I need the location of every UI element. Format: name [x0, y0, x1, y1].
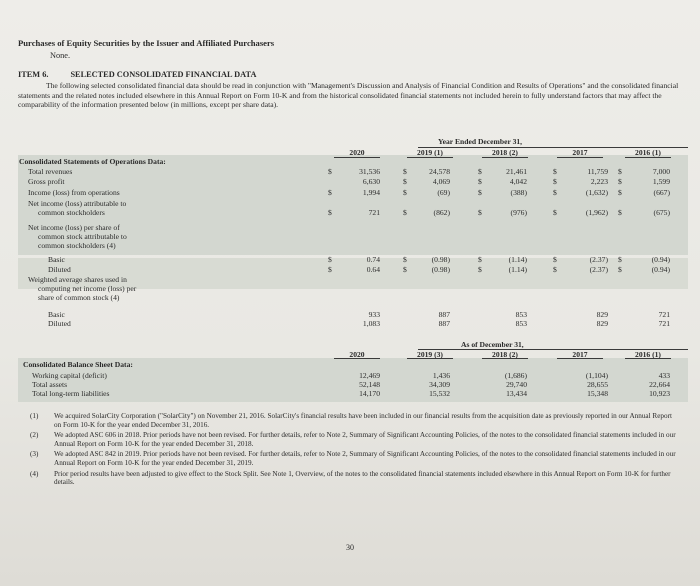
- dollar-sign: $: [403, 188, 407, 197]
- footnote-number: (1): [30, 412, 39, 420]
- rule-line: [407, 157, 453, 158]
- table-cell: 14,170: [359, 389, 380, 398]
- table-cell: 22,664: [649, 380, 670, 389]
- dollar-sign: $: [478, 177, 482, 186]
- rule-line: [557, 157, 603, 158]
- row-label: common stock attributable to: [38, 232, 127, 241]
- table-cell: 29,740: [506, 380, 527, 389]
- dollar-sign: $: [328, 265, 332, 274]
- dollar-sign: $: [618, 188, 622, 197]
- table-cell: (2.37): [589, 255, 608, 264]
- table-cell: 0.74: [366, 255, 380, 264]
- row-label: computing net income (loss) per: [38, 284, 137, 293]
- row-label: Weighted average shares used in: [28, 275, 127, 284]
- dollar-sign: $: [553, 208, 557, 217]
- dollar-sign: $: [328, 255, 332, 264]
- table-cell: 52,148: [359, 380, 380, 389]
- row-label: common stockholders: [38, 208, 105, 217]
- table-cell: 4,069: [432, 177, 450, 186]
- year-header: 2018 (2): [492, 148, 518, 157]
- table-cell: 721: [368, 208, 380, 217]
- table-cell: 24,578: [429, 167, 450, 176]
- table-cell: 12,469: [359, 371, 380, 380]
- item-heading: [18, 70, 256, 79]
- rule-line: [482, 157, 528, 158]
- table-cell: 853: [515, 310, 527, 319]
- table-cell: 1,599: [652, 177, 670, 186]
- dollar-sign: $: [328, 188, 332, 197]
- row-label: Income (loss) from operations: [28, 188, 120, 197]
- table-cell: 1,083: [362, 319, 380, 328]
- table-cell: 829: [596, 319, 608, 328]
- dollar-sign: $: [328, 167, 332, 176]
- row-label: Total revenues: [28, 167, 73, 176]
- footnotes: [30, 412, 680, 489]
- dollar-sign: $: [618, 167, 622, 176]
- none-text: None.: [50, 51, 71, 60]
- item-title: SELECTED CONSOLIDATED FINANCIAL DATA: [70, 70, 257, 79]
- row-label: Basic: [48, 310, 65, 319]
- table-cell: 6,630: [362, 177, 380, 186]
- table-cell: 10,923: [649, 389, 670, 398]
- table-cell: (675): [653, 208, 670, 217]
- table-cell: (1,686): [504, 371, 527, 380]
- balance-sheet-table: [18, 342, 688, 402]
- year-header: 2016 (1): [635, 350, 661, 359]
- operations-table: [18, 137, 688, 360]
- dollar-sign: $: [403, 208, 407, 217]
- dollar-sign: $: [618, 177, 622, 186]
- table-cell: (69): [437, 188, 450, 197]
- row-label: common stockholders (4): [38, 241, 116, 250]
- table-cell: 31,536: [359, 167, 380, 176]
- footnote: [30, 470, 680, 487]
- dollar-sign: $: [403, 177, 407, 186]
- table-cell: 887: [438, 319, 450, 328]
- dollar-sign: $: [553, 177, 557, 186]
- table-cell: 433: [658, 371, 670, 380]
- footnote-number: (2): [30, 431, 39, 440]
- table-cell: 933: [368, 310, 380, 319]
- dollar-sign: $: [618, 265, 622, 274]
- row-label: Total long-term liabilities: [32, 389, 110, 398]
- table-cell: (862): [433, 208, 450, 217]
- table-cell: 34,309: [429, 380, 450, 389]
- footnote-text: We adopted ASC 606 in 2018. Prior periods have not been revised. For further details, refer to Note 2, Summary of Significant Accounting Policies, of the notes to the consolidated financial statements included in our Annual Report on Form 10-K for the year ended December 31, 2018.: [54, 431, 676, 448]
- table-cell: 1,994: [362, 188, 380, 197]
- dollar-sign: $: [553, 255, 557, 264]
- row-label: share of common stock (4): [38, 293, 120, 302]
- rule-line: [482, 358, 528, 359]
- table-cell: 2,223: [590, 177, 608, 186]
- table-cell: 721: [658, 319, 670, 328]
- table-cell: (0.98): [431, 255, 450, 264]
- year-header: 2017: [572, 148, 588, 157]
- footnote: [30, 450, 680, 467]
- rule-line: [407, 358, 453, 359]
- table-cell: 15,348: [587, 389, 608, 398]
- row-label: Working capital (deficit): [32, 371, 107, 380]
- dollar-sign: $: [618, 255, 622, 264]
- row-label: Diluted: [48, 265, 71, 274]
- table-cell: 4,042: [509, 177, 527, 186]
- row-label: Diluted: [48, 319, 71, 328]
- year-header: 2020: [349, 350, 365, 359]
- footnote-text: Prior period results have been adjusted to give effect to the Stock Split. See Note 1, Overview, of the notes to the consolidated financial statements included elsewhere in this Annual Report on Form 10-K for further details.: [54, 469, 671, 487]
- footnote: [30, 431, 680, 448]
- table-cell: (0.98): [431, 265, 450, 274]
- table-cell: 721: [658, 310, 670, 319]
- row-label: Net income (loss) attributable to: [28, 199, 127, 208]
- section-heading: Purchases of Equity Securities by the Issuer and Affiliated Purchasers: [18, 38, 275, 48]
- footnote: [30, 412, 680, 429]
- table-cell: (388): [510, 188, 527, 197]
- table-cell: 887: [438, 310, 450, 319]
- year-header: 2019 (3): [417, 350, 443, 359]
- table-cell: (1.14): [508, 265, 527, 274]
- dollar-sign: $: [328, 208, 332, 217]
- table-cell: 7,000: [652, 167, 670, 176]
- table-cell: 1,436: [432, 371, 450, 380]
- table-cell: 28,655: [587, 380, 608, 389]
- table-cell: 0.64: [366, 265, 380, 274]
- row-label: Total assets: [32, 380, 68, 389]
- table-cell: 11,759: [587, 167, 608, 176]
- footnote-text: We acquired SolarCity Corporation ("SolarCity") on November 21, 2016. SolarCity's financial results have been included in our financial results from the acquisition date as previously reported in our Annual Report on Form 10-K for the year ended December 31, 2016.: [54, 412, 672, 429]
- footnote-number: (3): [30, 450, 39, 459]
- row-label: Basic: [48, 255, 65, 264]
- rule-line: [625, 358, 671, 359]
- year-group-header: Year Ended December 31,: [438, 137, 523, 146]
- table-cell: (1,962): [585, 208, 608, 217]
- footnote-number: (4): [30, 469, 39, 478]
- rule-line: [334, 358, 380, 359]
- rule-line: [557, 358, 603, 359]
- table-cell: (2.37): [589, 265, 608, 274]
- dollar-sign: $: [618, 208, 622, 217]
- date-group-header: As of December 31,: [461, 340, 524, 349]
- section-title: Consolidated Statements of Operations Data:: [19, 157, 166, 166]
- dollar-sign: $: [553, 188, 557, 197]
- year-header: 2019 (1): [417, 148, 443, 157]
- table-cell: (1,104): [585, 371, 608, 380]
- table-cell: (1.14): [508, 255, 527, 264]
- table-cell: 15,532: [429, 389, 450, 398]
- table-cell: 853: [515, 319, 527, 328]
- footnote-text: We adopted ASC 842 in 2019. Prior periods have not been revised. For further details, refer to Note 2, Summary of Significant Accounting Policies, of the notes to the consolidated financial statements included in our Annual Report on Form 10-K for the year ended December 31, 2019.: [54, 450, 676, 467]
- table-cell: (0.94): [651, 265, 670, 274]
- table-cell: (1,632): [585, 188, 608, 197]
- dollar-sign: $: [553, 265, 557, 274]
- section-title: Consolidated Balance Sheet Data:: [23, 360, 133, 369]
- dollar-sign: $: [403, 265, 407, 274]
- rule-line: [625, 157, 671, 158]
- table-cell: 829: [596, 310, 608, 319]
- dollar-sign: $: [403, 255, 407, 264]
- dollar-sign: $: [403, 167, 407, 176]
- dollar-sign: $: [478, 188, 482, 197]
- year-header: 2020: [349, 148, 365, 157]
- table-cell: (976): [510, 208, 527, 217]
- dollar-sign: $: [553, 167, 557, 176]
- table-cell: 13,434: [506, 389, 527, 398]
- dollar-sign: $: [478, 167, 482, 176]
- intro-paragraph: The following selected consolidated financial data should be read in conjunction with "Management's Discussion and Analysis of Financial Condition and Results of Operations" and the consolidated financial statements and the related notes included elsewhere in this Annual Report on Form 10-K and from the historical consolidated financial statements not included herein to fully understand factors that may affect the comparability of the information presented below (in millions, except per share data).: [18, 81, 679, 110]
- rule-line: [334, 157, 380, 158]
- year-header: 2016 (1): [635, 148, 661, 157]
- dollar-sign: $: [478, 208, 482, 217]
- year-header: 2017: [572, 350, 588, 359]
- year-header: 2018 (2): [492, 350, 518, 359]
- page-number: 30: [346, 543, 354, 552]
- table-cell: (0.94): [651, 255, 670, 264]
- item-number: ITEM 6.: [18, 70, 49, 79]
- dollar-sign: $: [478, 255, 482, 264]
- table-cell: 21,461: [506, 167, 527, 176]
- row-label: Net income (loss) per share of: [28, 223, 120, 232]
- row-label: Gross profit: [28, 177, 65, 186]
- dollar-sign: $: [478, 265, 482, 274]
- table-cell: (667): [653, 188, 670, 197]
